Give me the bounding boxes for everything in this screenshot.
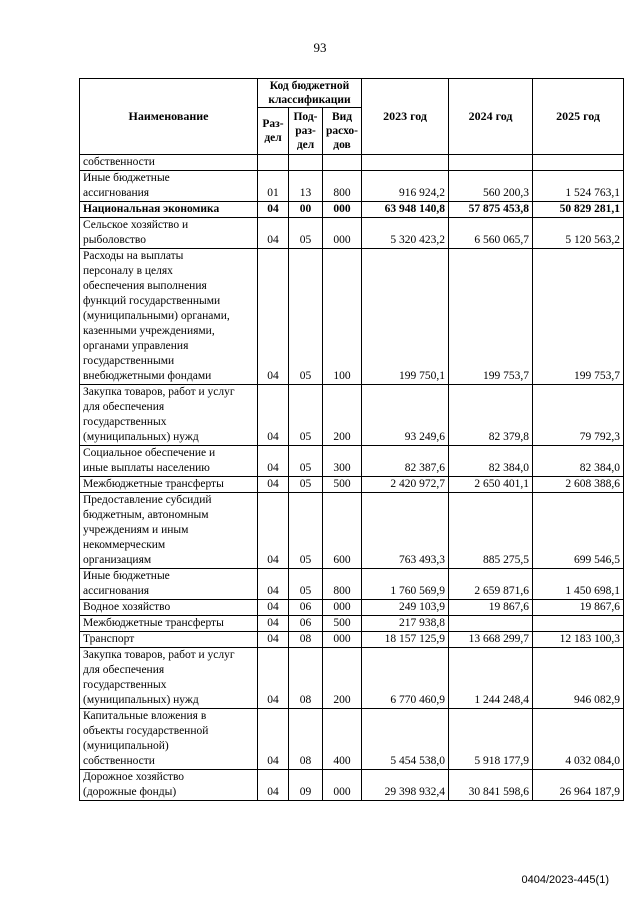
table-row [80, 632, 624, 648]
row-name: Межбюджетные трансферты [80, 477, 258, 493]
row-name: Иные бюджетные ассигнования [80, 171, 258, 202]
row-value-2024: 6 560 065,7 [449, 218, 533, 249]
page-number: 93 [313, 40, 327, 55]
row-vid: 200 [323, 648, 362, 709]
row-podrazdel: 00 [289, 202, 323, 218]
row-value-2024 [449, 616, 533, 632]
row-value-2024: 885 275,5 [449, 493, 533, 569]
table-row [80, 569, 624, 600]
row-value-2025: 12 183 100,3 [533, 632, 624, 648]
row-value-2023: 18 157 125,9 [362, 632, 449, 648]
row-value-2025: 946 082,9 [533, 648, 624, 709]
row-value-2024: 82 384,0 [449, 446, 533, 477]
row-value-2023: 217 938,8 [362, 616, 449, 632]
row-razdel: 04 [258, 477, 289, 493]
row-razdel: 04 [258, 709, 289, 770]
row-value-2023 [362, 155, 449, 171]
table-row [80, 171, 624, 202]
row-name: Закупка товаров, работ и услуг для обеспечения государственных (муниципальных) нужд [80, 648, 258, 709]
budget-table [79, 78, 624, 801]
row-podrazdel: 05 [289, 446, 323, 477]
row-razdel: 04 [258, 770, 289, 801]
header-2024: 2024 год [449, 79, 533, 155]
table-row [80, 493, 624, 569]
row-value-2025: 19 867,6 [533, 600, 624, 616]
table-row [80, 709, 624, 770]
row-vid: 000 [323, 600, 362, 616]
row-name: Предоставление субсидий бюджетным, автономным учреждениям и иным некоммерческим организациям [80, 493, 258, 569]
row-value-2025 [533, 155, 624, 171]
row-vid: 100 [323, 249, 362, 385]
row-value-2023: 249 103,9 [362, 600, 449, 616]
row-value-2024: 199 753,7 [449, 249, 533, 385]
row-razdel: 04 [258, 648, 289, 709]
row-podrazdel: 05 [289, 569, 323, 600]
row-vid: 000 [323, 202, 362, 218]
row-value-2024: 13 668 299,7 [449, 632, 533, 648]
row-value-2025: 50 829 281,1 [533, 202, 624, 218]
row-podrazdel: 08 [289, 709, 323, 770]
table-row [80, 616, 624, 632]
row-razdel: 04 [258, 600, 289, 616]
row-name: Социальное обеспечение и иные выплаты населению [80, 446, 258, 477]
row-value-2024: 5 918 177,9 [449, 709, 533, 770]
row-vid: 000 [323, 218, 362, 249]
row-value-2024: 1 244 248,4 [449, 648, 533, 709]
row-value-2024: 2 650 401,1 [449, 477, 533, 493]
row-value-2024: 82 379,8 [449, 385, 533, 446]
row-vid: 600 [323, 493, 362, 569]
row-value-2025: 5 120 563,2 [533, 218, 624, 249]
row-name: Иные бюджетные ассигнования [80, 569, 258, 600]
row-razdel: 04 [258, 385, 289, 446]
row-razdel: 04 [258, 493, 289, 569]
row-value-2025: 199 753,7 [533, 249, 624, 385]
row-value-2024: 57 875 453,8 [449, 202, 533, 218]
row-vid [323, 155, 362, 171]
row-value-2023: 29 398 932,4 [362, 770, 449, 801]
row-podrazdel: 05 [289, 493, 323, 569]
row-value-2023: 93 249,6 [362, 385, 449, 446]
row-razdel: 04 [258, 569, 289, 600]
row-podrazdel: 05 [289, 385, 323, 446]
row-vid: 800 [323, 569, 362, 600]
row-name: Национальная экономика [80, 202, 258, 218]
row-vid: 500 [323, 616, 362, 632]
row-podrazdel: 05 [289, 249, 323, 385]
table-body [80, 155, 624, 801]
row-value-2024 [449, 155, 533, 171]
row-name: Закупка товаров, работ и услуг для обеспечения государственных (муниципальных) нужд [80, 385, 258, 446]
row-razdel: 04 [258, 202, 289, 218]
row-value-2023: 199 750,1 [362, 249, 449, 385]
header-code-group: Код бюджетной классификации [258, 79, 362, 108]
row-name: Дорожное хозяйство (дорожные фонды) [80, 770, 258, 801]
row-value-2025: 26 964 187,9 [533, 770, 624, 801]
table-row [80, 218, 624, 249]
row-value-2023: 6 770 460,9 [362, 648, 449, 709]
row-value-2025: 1 524 763,1 [533, 171, 624, 202]
header-2025: 2025 год [533, 79, 624, 155]
row-value-2023: 916 924,2 [362, 171, 449, 202]
row-name: Сельское хозяйство и рыболовство [80, 218, 258, 249]
table-row [80, 155, 624, 171]
row-value-2025: 4 032 084,0 [533, 709, 624, 770]
row-value-2023: 63 948 140,8 [362, 202, 449, 218]
row-razdel [258, 155, 289, 171]
header-podrazdel: Под- раз- дел [289, 108, 323, 155]
row-name: Капитальные вложения в объекты государственной (муниципальной) собственности [80, 709, 258, 770]
row-value-2024: 2 659 871,6 [449, 569, 533, 600]
row-name: Межбюджетные трансферты [80, 616, 258, 632]
table-row [80, 477, 624, 493]
row-razdel: 04 [258, 249, 289, 385]
row-razdel: 01 [258, 171, 289, 202]
row-razdel: 04 [258, 218, 289, 249]
row-podrazdel [289, 155, 323, 171]
table-row [80, 770, 624, 801]
row-value-2024: 30 841 598,6 [449, 770, 533, 801]
row-podrazdel: 06 [289, 616, 323, 632]
row-podrazdel: 13 [289, 171, 323, 202]
row-razdel: 04 [258, 616, 289, 632]
table-row [80, 600, 624, 616]
row-podrazdel: 05 [289, 477, 323, 493]
row-podrazdel: 05 [289, 218, 323, 249]
table-row [80, 249, 624, 385]
table-row [80, 648, 624, 709]
row-name: Водное хозяйство [80, 600, 258, 616]
row-value-2024: 19 867,6 [449, 600, 533, 616]
row-vid: 000 [323, 632, 362, 648]
row-value-2025: 1 450 698,1 [533, 569, 624, 600]
row-podrazdel: 06 [289, 600, 323, 616]
row-value-2025: 79 792,3 [533, 385, 624, 446]
row-value-2023: 5 454 538,0 [362, 709, 449, 770]
header-razdel: Раз- дел [258, 108, 289, 155]
table-row [80, 385, 624, 446]
row-vid: 200 [323, 385, 362, 446]
row-podrazdel: 08 [289, 632, 323, 648]
row-value-2023: 5 320 423,2 [362, 218, 449, 249]
row-vid: 400 [323, 709, 362, 770]
row-value-2025: 699 546,5 [533, 493, 624, 569]
row-value-2023: 1 760 569,9 [362, 569, 449, 600]
table-row [80, 202, 624, 218]
row-value-2023: 82 387,6 [362, 446, 449, 477]
header-name: Наименование [80, 79, 258, 155]
row-podrazdel: 09 [289, 770, 323, 801]
row-value-2023: 763 493,3 [362, 493, 449, 569]
row-razdel: 04 [258, 632, 289, 648]
table-row [80, 446, 624, 477]
row-vid: 500 [323, 477, 362, 493]
header-2023: 2023 год [362, 79, 449, 155]
row-vid: 300 [323, 446, 362, 477]
footer-code: 0404/2023-445(1) [521, 874, 609, 886]
row-name: Транспорт [80, 632, 258, 648]
row-name: собственности [80, 155, 258, 171]
row-value-2025 [533, 616, 624, 632]
row-podrazdel: 08 [289, 648, 323, 709]
row-value-2024: 560 200,3 [449, 171, 533, 202]
row-razdel: 04 [258, 446, 289, 477]
header-vid: Вид расхо- дов [323, 108, 362, 155]
row-value-2023: 2 420 972,7 [362, 477, 449, 493]
row-vid: 000 [323, 770, 362, 801]
row-vid: 800 [323, 171, 362, 202]
row-name: Расходы на выплаты персоналу в целях обеспечения выполнения функций государственными (муниципальными) органами, казенными учреждениями, органами управления государственными внебюджетными фондами [80, 249, 258, 385]
row-value-2025: 82 384,0 [533, 446, 624, 477]
row-value-2025: 2 608 388,6 [533, 477, 624, 493]
